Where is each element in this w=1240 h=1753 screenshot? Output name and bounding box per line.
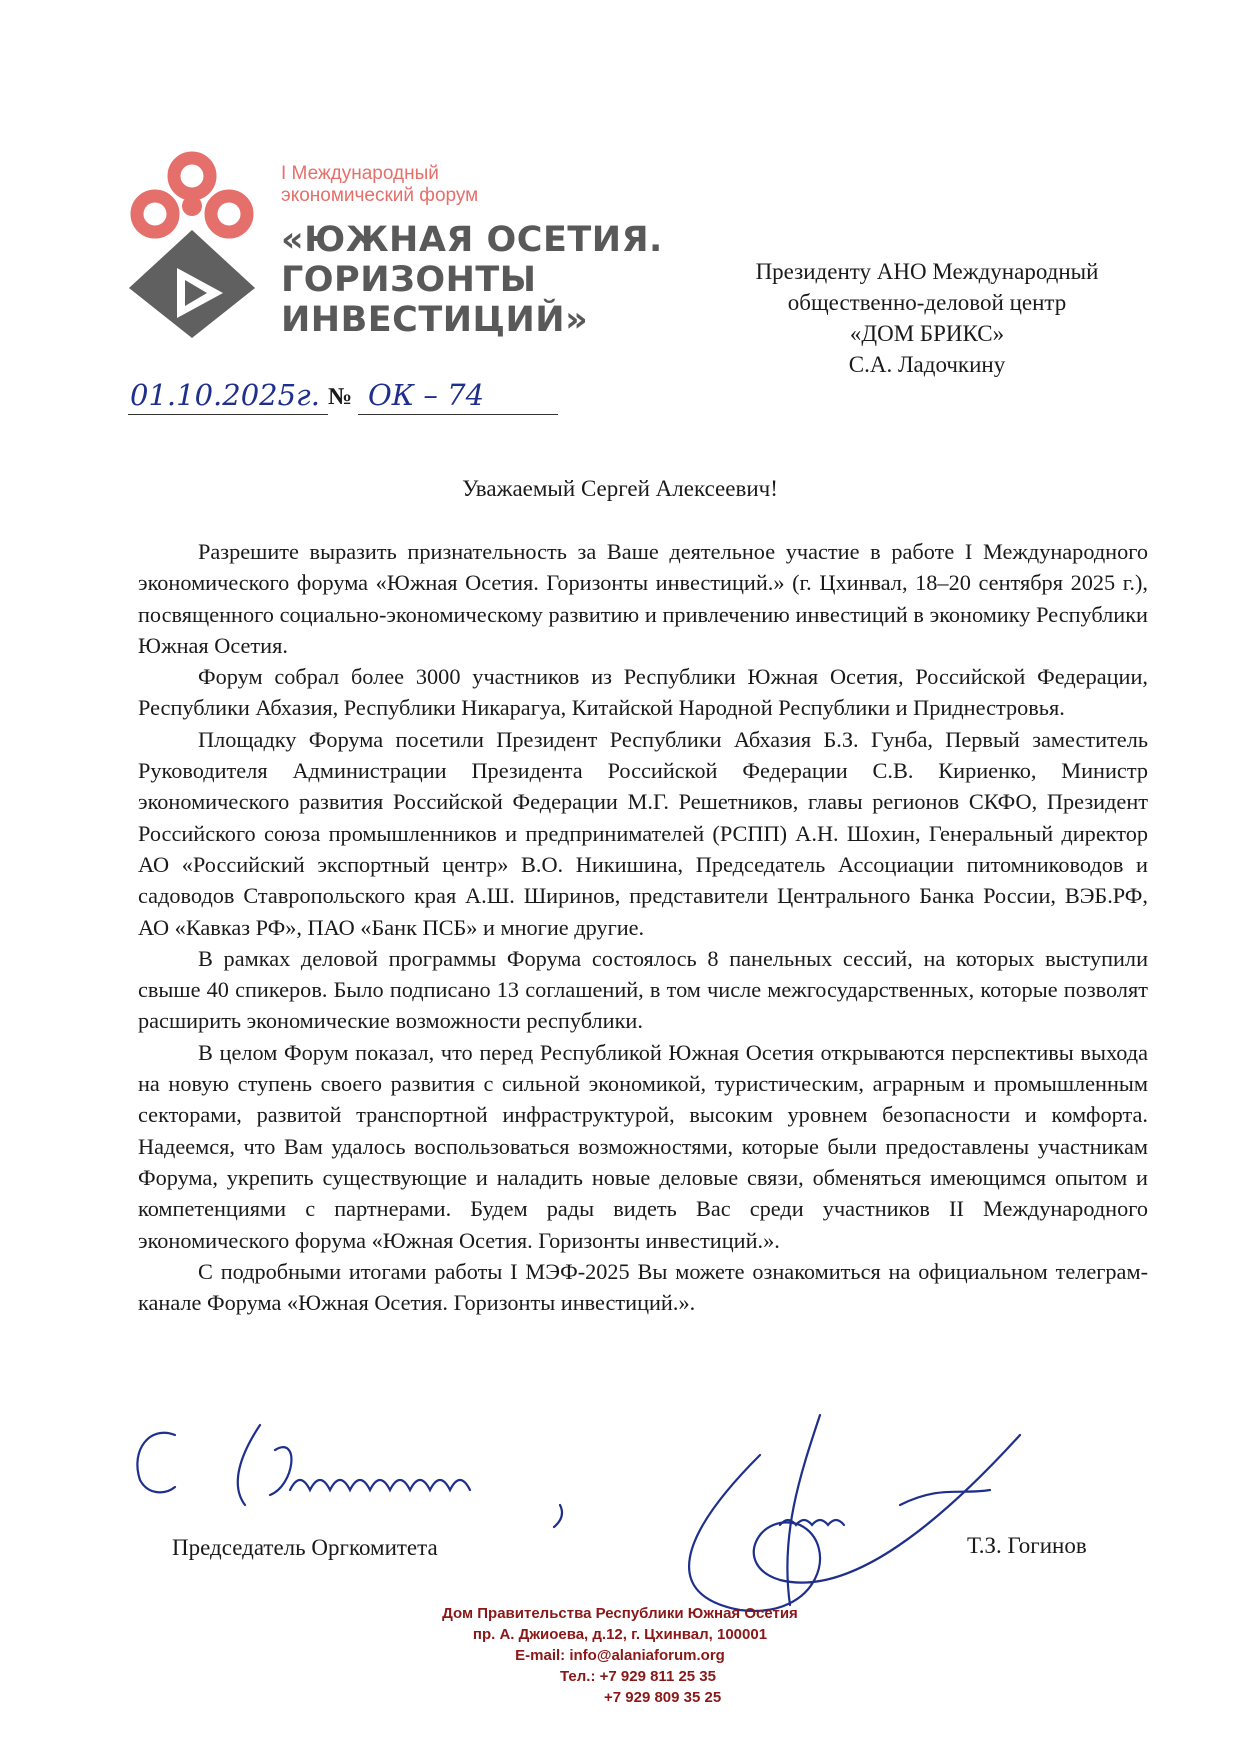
reference-number: ОК – 74 bbox=[368, 378, 485, 412]
addressee-line2: общественно-деловой центр bbox=[787, 290, 1067, 315]
reference-number-sign: № bbox=[328, 384, 353, 410]
signatory-name: Т.З. Гогинов bbox=[967, 1533, 1087, 1558]
addressee-line4: С.А. Ладочкину bbox=[848, 352, 1006, 377]
logo-title-line1: «ЮЖНАЯ ОСЕТИЯ. bbox=[281, 220, 663, 260]
paragraph-6: С подробными итогами работы I МЭФ-2025 Вы можете ознакомиться на официальном телеграм-канале Форума «Южная Осетия. Горизонты инвестиций.». bbox=[138, 1258, 1148, 1316]
footer-phone1: Тел.: +7 929 811 25 35 bbox=[560, 1668, 716, 1685]
logo-subtitle-line2: экономический форум bbox=[281, 185, 479, 206]
footer-email: E-mail: info@alaniaforum.org bbox=[515, 1647, 725, 1664]
paragraph-5: В целом Форум показал, что перед Республикой Южная Осетия открываются перспективы выхода на новую ступень своего развития с сильной экономикой, туристическим, аграрным и промышленным секторами, развитой транспортной инфраструктурой, высоким уровнем безопасности и комфорта. Надеемся, что Вам удалось воспользоваться возможностями, которые были предоставлены участникам Форума, укрепить существующие и наладить новые деловые связи, обменяться имеющимся опытом и компетенциями с партнерами. Будем рады видеть Вас среди участников II Международного экономического форума «Южная Осетия. Горизонты инвестиций.». bbox=[138, 1039, 1148, 1253]
addressee-line1: Президенту АНО Международный bbox=[755, 259, 1099, 284]
paragraph-1: Разрешите выразить признательность за Ваше деятельное участие в работе I Международного экономического форума «Южная Осетия. Горизонты инвестиций.» (г. Цхинвал, 18–20 сентября 2025 г.), посвященного социально-экономическому развитию и привлечению инвестиций в экономику Республики Южная Осетия. bbox=[138, 539, 1148, 658]
reference-line bbox=[128, 380, 568, 420]
signatory-position: Председатель Оргкомитета bbox=[172, 1535, 438, 1560]
letter-body bbox=[138, 536, 1148, 1318]
logo-subtitle-line1: I Международный bbox=[281, 163, 439, 184]
logo-title-line3: ИНВЕСТИЦИЙ» bbox=[281, 300, 589, 340]
footer-phone2: +7 929 809 35 25 bbox=[604, 1689, 722, 1706]
reference-date: 01.10.2025г. bbox=[130, 378, 320, 412]
logo-title-line2: ГОРИЗОНТЫ bbox=[281, 260, 537, 300]
footer-address-line1: Дом Правительства Республики Южная Осетия bbox=[442, 1605, 798, 1622]
forum-logo-icon bbox=[125, 148, 260, 338]
paragraph-4: В рамках деловой программы Форума состоялось 8 панельных сессий, на которых выступили свыше 40 спикеров. Было подписано 13 соглашений, в том числе межгосударственных, которые позволят расширить экономические возможности республики. bbox=[138, 945, 1148, 1034]
paragraph-3: Площадку Форума посетили Президент Республики Абхазия Б.З. Гунба, Первый заместитель Руководителя Администрации Президента Российской Федерации С.В. Кириенко, Министр экономического развития Российской Федерации М.Г. Решетников, главы регионов СКФО, Президент Российского союза промышленников и предпринимателей (РСПП) А.Н. Шохин, Генеральный директор АО «Российский экспортный центр» В.О. Никишина, Председатель Ассоциации питомниководов и садоводов Ставропольского края А.Ш. Ширинов, представители Центрального Банка России, ВЭБ.РФ, АО «Кавказ РФ», ПАО «Банк ПСБ» и многие другие. bbox=[138, 726, 1148, 940]
salutation: Уважаемый Сергей Алексеевич! bbox=[462, 476, 778, 501]
footer-address-line2: пр. А. Джиоева, д.12, г. Цхинвал, 100001 bbox=[472, 1626, 768, 1643]
paragraph-2: Форум собрал более 3000 участников из Республики Южная Осетия, Российской Федерации, Республики Абхазия, Республики Никарагуа, Китайской Народной Республики и Приднестровья. bbox=[138, 664, 1148, 721]
addressee-line3: «ДОМ БРИКС» bbox=[849, 321, 1005, 346]
